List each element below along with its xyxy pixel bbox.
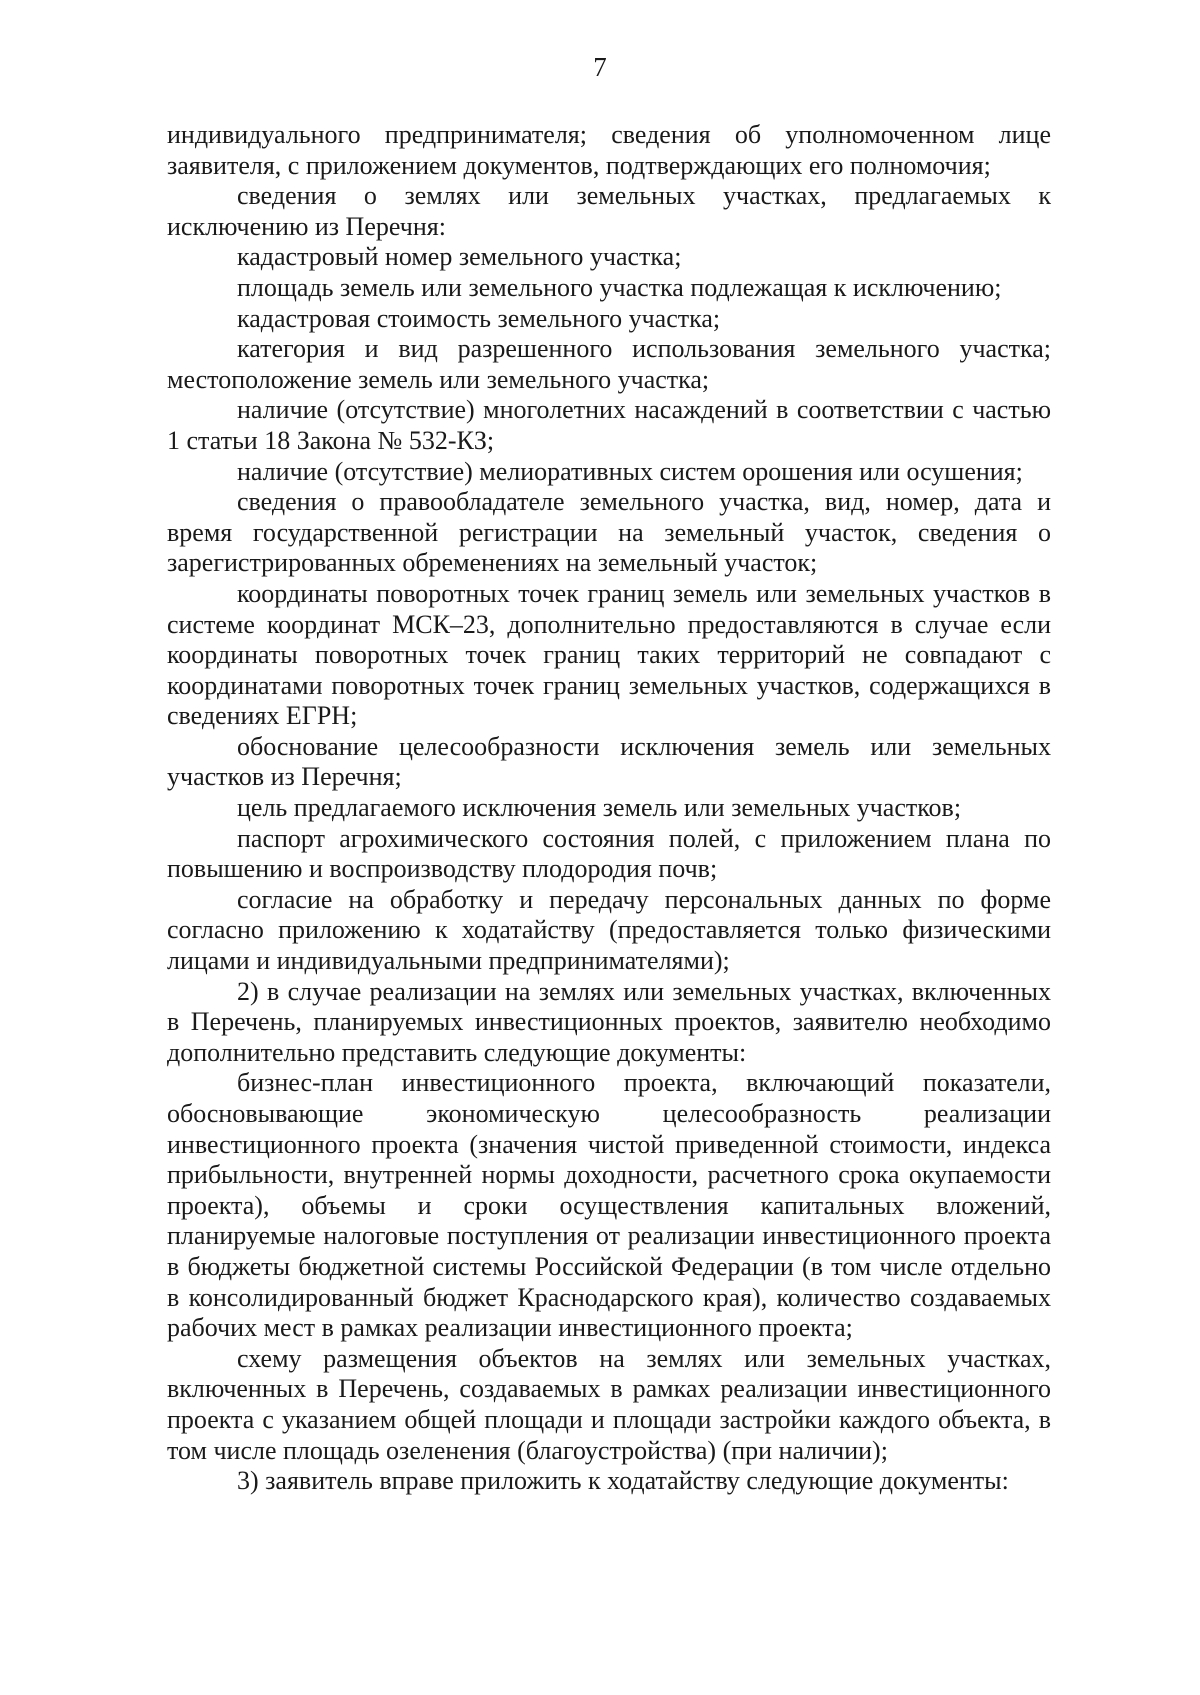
paragraph: сведения о землях или земельных участках, предлагаемых к исключению из Перечня: xyxy=(167,181,1051,241)
paragraph: цель предлагаемого исключения земель или земельных участков; xyxy=(237,793,962,823)
paragraph-continuation: индивидуального предпринимателя; сведения об уполномоченном лице заявителя, с приложением документов, подтверждающих его полномочия; xyxy=(167,120,1051,180)
paragraph: площадь земель или земельного участка подлежащая к исключению; xyxy=(237,272,1002,302)
paragraph: координаты поворотных точек границ земель или земельных участков в системе координат МСК–23, дополнительно предоставляются в случае если координаты поворотных точек границ таких территорий не совпадают с координатами поворотных точек границ земельных участков, содержащихся в сведениях ЕГРН; xyxy=(167,578,1051,731)
paragraph: категория и вид разрешенного использования земельного участка; местоположение земель или земельного участка; xyxy=(167,334,1051,394)
paragraph: кадастровая стоимость земельного участка; xyxy=(237,303,721,333)
numbered-paragraph: 3) заявитель вправе приложить к ходатайству следующие документы: xyxy=(237,1466,1009,1496)
paragraph: наличие (отсутствие) мелиоративных систем орошения или осушения; xyxy=(237,456,1023,486)
paragraph: обоснование целесообразности исключения земель или земельных участков из Перечня; xyxy=(167,731,1051,792)
paragraph: паспорт агрохимического состояния полей, с приложением плана по повышению и воспроизводству плодородия почв; xyxy=(167,823,1051,884)
paragraph: бизнес-план инвестиционного проекта, включающий показатели, обосновывающие экономическую целесообразность реализации инвестиционного проекта (значения чистой приведенной стоимости, индекса прибыльности, внутренней нормы доходности, расчетного срока окупаемости проекта), объемы и сроки осуществления капитальных вложений, планируемые налоговые поступления от реализации инвестиционного проекта в бюджеты бюджетной системы Российской Федерации (в том числе отдельно в консолидированный бюджет Краснодарского края), количество создаваемых рабочих мест в рамках реализации инвестиционного проекта; xyxy=(167,1068,1051,1343)
paragraph: согласие на обработку и передачу персональных данных по форме согласно приложению к ходатайству (предоставляется только физическими лицами и индивидуальными предпринимателями); xyxy=(167,884,1051,976)
numbered-paragraph: 2) в случае реализации на землях или земельных участках, включенных в Перечень, планируемых инвестиционных проектов, заявителю необходимо дополнительно представить следующие документы: xyxy=(167,976,1051,1067)
page-number: 7 xyxy=(593,52,607,82)
paragraph: кадастровый номер земельного участка; xyxy=(237,242,682,272)
paragraph: сведения о правообладателе земельного участка, вид, номер, дата и время государственной регистрации на земельный участок, сведения о зарегистрированных обременениях на земельный участок; xyxy=(167,487,1051,578)
paragraph: наличие (отсутствие) многолетних насаждений в соответствии с частью 1 статьи 18 Закона № 532-КЗ; xyxy=(167,395,1051,455)
document-body xyxy=(167,120,1051,1497)
paragraph: схему размещения объектов на землях или земельных участках, включенных в Перечень, создаваемых в рамках реализации инвестиционного проекта с указанием общей площади и площади застройки каждого объекта, в том числе площадь озеленения (благоустройства) (при наличии); xyxy=(167,1343,1051,1465)
